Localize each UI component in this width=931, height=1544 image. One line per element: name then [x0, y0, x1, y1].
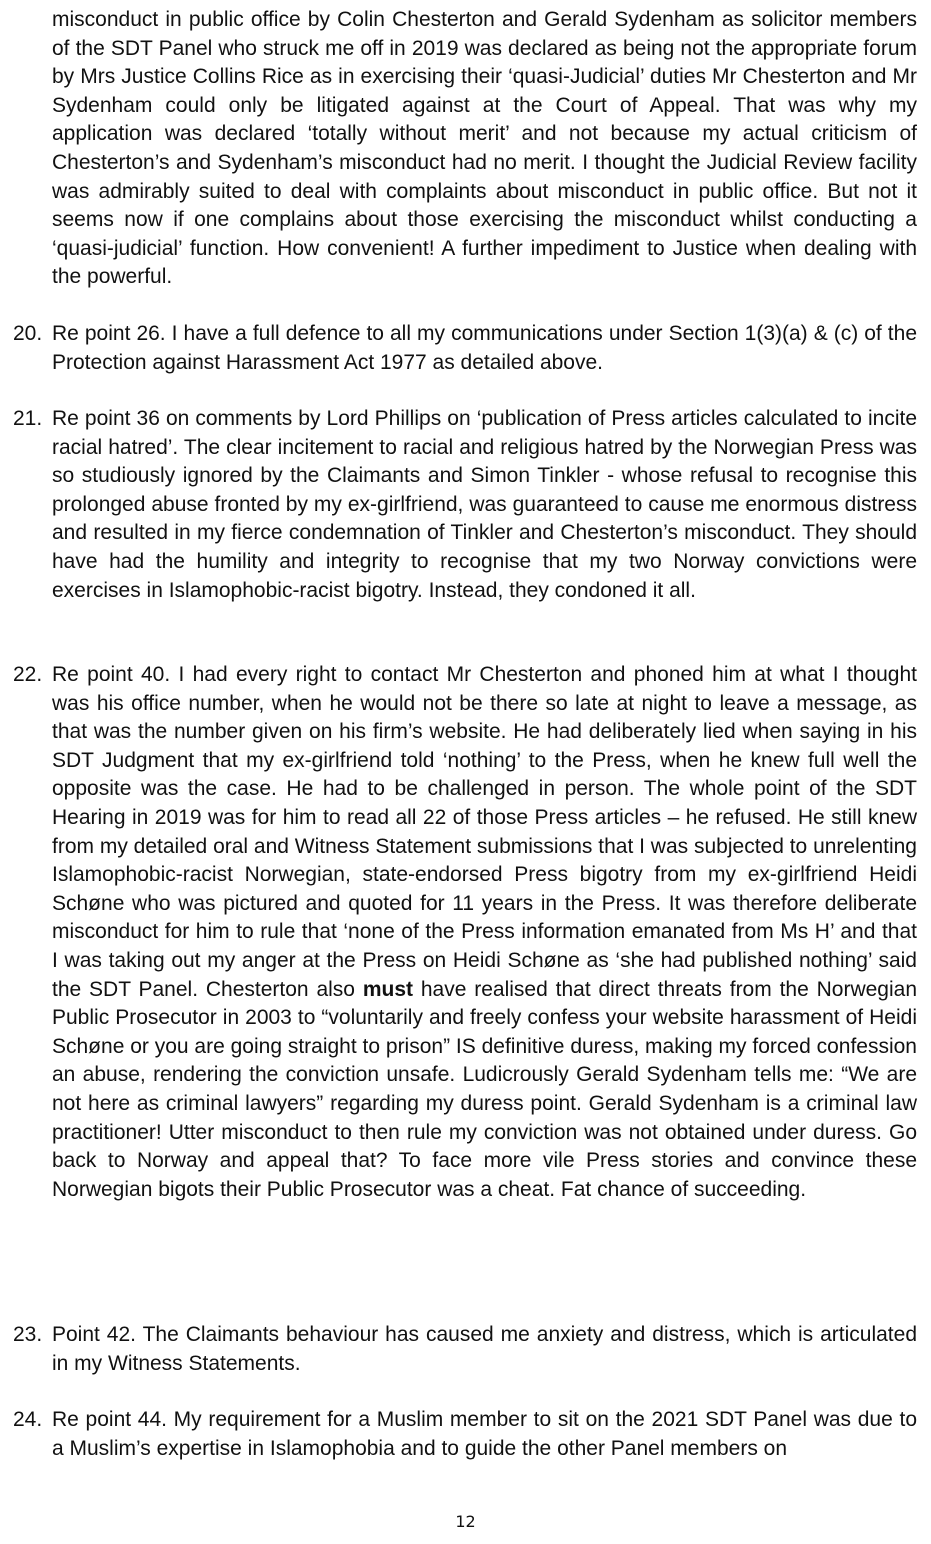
- list-item-24: [13, 1406, 917, 1463]
- item-number: 20.: [13, 322, 43, 345]
- item-number: 22.: [13, 663, 43, 686]
- emphasis-text: must: [362, 977, 414, 1001]
- item-text-part: have realised that direct threats from the Norwegian Public Prosecutor in 2003 to “voluntarily and freely confess your website harassment of Heidi Schøne or you are going straight to prison” IS definitive duress, making my forced confession an abuse, rendering the conviction unsafe. Ludicrously Gerald Sydenham tells me: “We are not here as criminal lawyers” regarding my duress point. Gerald Sydenham is a criminal law practitioner! Utter misconduct to then rule my conviction was not obtained under duress. Go back to Norway and appeal that? To face more vile Press stories and convince these Norwegian bigots their Public Prosecutor was a cheat. Fat chance of succeeding.: [52, 977, 917, 1201]
- item-number: 24.: [13, 1408, 43, 1431]
- continuation-paragraph: misconduct in public office by Colin Chesterton and Gerald Sydenham as solicitor members of the SDT Panel who struck me off in 2019 was declared as being not the appropriate forum by Mrs Justice Collins Rice as in exercising their ‘quasi-Judicial’ duties Mr Chesterton and Mr Sydenham could only be litigated against at the Court of Appeal. That was why my application was declared ‘totally without merit’ and not because my actual criticism of Chesterton’s and Sydenham’s misconduct had no merit. I thought the Judicial Review facility was admirably suited to deal with complaints about misconduct in public office. But not it seems now if one complains about those exercising the misconduct whilst conducting a ‘quasi-judicial’ function. How convenient! A further impediment to Justice when dealing with the powerful.: [52, 8, 917, 289]
- item-number: 23.: [13, 1323, 43, 1346]
- item-text: Re point 36 on comments by Lord Phillips on ‘publication of Press articles calculated to incite racial hatred’. The clear incitement to racial and religious hatred by the Norwegian Press was so studiously ignored by the Claimants and Simon Tinkler - whose refusal to recognise this prolonged abuse fronted by my ex-girlfriend, was guaranteed to cause me enormous distress and resulted in my fierce condemnation of Tinkler and Chesterton’s misconduct. They should have had the humility and integrity to recognise that my two Norway convictions were exercises in Islamophobic-racist bigotry. Instead, they condoned it all.: [52, 407, 917, 602]
- page-number: 12: [455, 1512, 476, 1531]
- list-item-23: [13, 1321, 917, 1378]
- item-text: [52, 661, 917, 1204]
- item-text-part: Re point 40. I had every right to contact Mr Chesterton and phoned him at what I thought was his office number, when he would not be there so late at night to leave a message, as that was the number given on his firm’s website. He had deliberately lied when saying in his SDT Judgment that my ex-girlfriend told ‘nothing’ to the Press, when he knew full well the opposite was the case. He had to be challenged in person. The whole point of the SDT Hearing in 2019 was for him to read all 22 of those Press articles – he refused. He still knew from my detailed oral and Witness Statement submissions that I was subjected to unrelenting Islamophobic-racist Norwegian, state-endorsed Press bigotry from my ex-girlfriend Heidi Schøne who was pictured and quoted for 11 years in the Press. It was therefore deliberate misconduct for him to rule that ‘none of the Press information emanated from Ms H’ and that I was taking out my anger at the Press on Heidi Schøne as ‘she had published nothing’ said the SDT Panel. Chesterton also: [52, 663, 917, 1001]
- list-item-20: [13, 320, 917, 377]
- list-item-21: [13, 405, 917, 605]
- list-item-22: [13, 661, 917, 1204]
- item-text: Re point 44. My requirement for a Muslim member to sit on the 2021 SDT Panel was due to a Muslim’s expertise in Islamophobia and to guide the other Panel members on: [52, 1408, 917, 1460]
- item-text: Re point 26. I have a full defence to all my communications under Section 1(3)(a) & (c) of the Protection against Harassment Act 1977 as detailed above.: [52, 322, 917, 374]
- item-text: Point 42. The Claimants behaviour has caused me anxiety and distress, which is articulated in my Witness Statements.: [52, 1323, 917, 1375]
- item-number: 21.: [13, 407, 43, 430]
